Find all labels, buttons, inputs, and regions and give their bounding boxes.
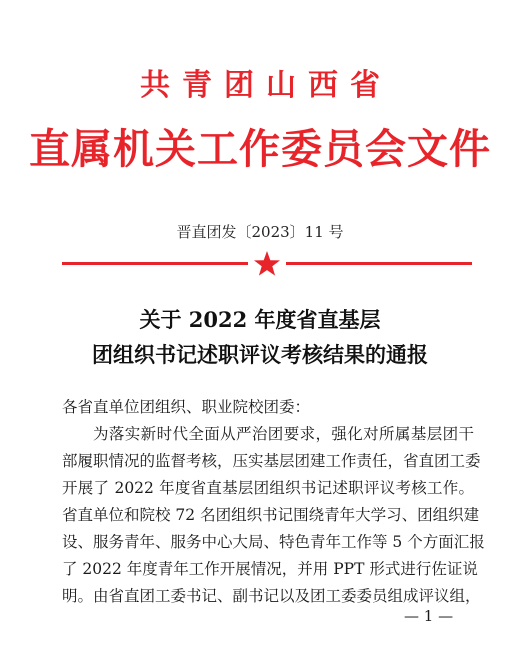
body-line: 开展了 2022 年度省直基层团组织书记述职评议考核工作。	[62, 479, 474, 497]
body-line: 为落实新时代全面从严治团要求，强化对所属基层团干	[93, 425, 474, 443]
salutation: 各省直单位团组织、职业院校团委：	[62, 398, 311, 416]
notice-title-line-2: 团组织书记述职评议考核结果的通报	[92, 342, 428, 367]
body-line: 省直单位和院校 72 名团组织书记围绕青年大学习、团组织建	[62, 506, 480, 524]
document-type-line: 直属机关工作委员会文件	[29, 125, 491, 173]
body-line: 部履职情况的监督考核，压实基层团建工作责任，省直团工委	[62, 452, 481, 470]
body-line: 设、服务青年、服务中心大局、特色青年工作等 5 个方面汇报	[62, 533, 485, 551]
page-number: — 1 —	[404, 607, 454, 625]
body-line: 了 2022 年度青年工作开展情况，并用 PPT 形式进行佐证说	[62, 560, 478, 578]
red-star-icon	[253, 250, 281, 278]
body-line: 明。由省直团工委书记、副书记以及团工委委员组成评议组，	[62, 587, 481, 605]
notice-title-line-1: 关于 2022 年度省直基层	[139, 307, 381, 332]
document-number: 晋直团发〔2023〕11 号	[176, 223, 344, 241]
red-divider-left	[62, 262, 248, 265]
issuing-org-line: 共青团山西省	[140, 68, 392, 103]
red-divider-right	[286, 262, 472, 265]
